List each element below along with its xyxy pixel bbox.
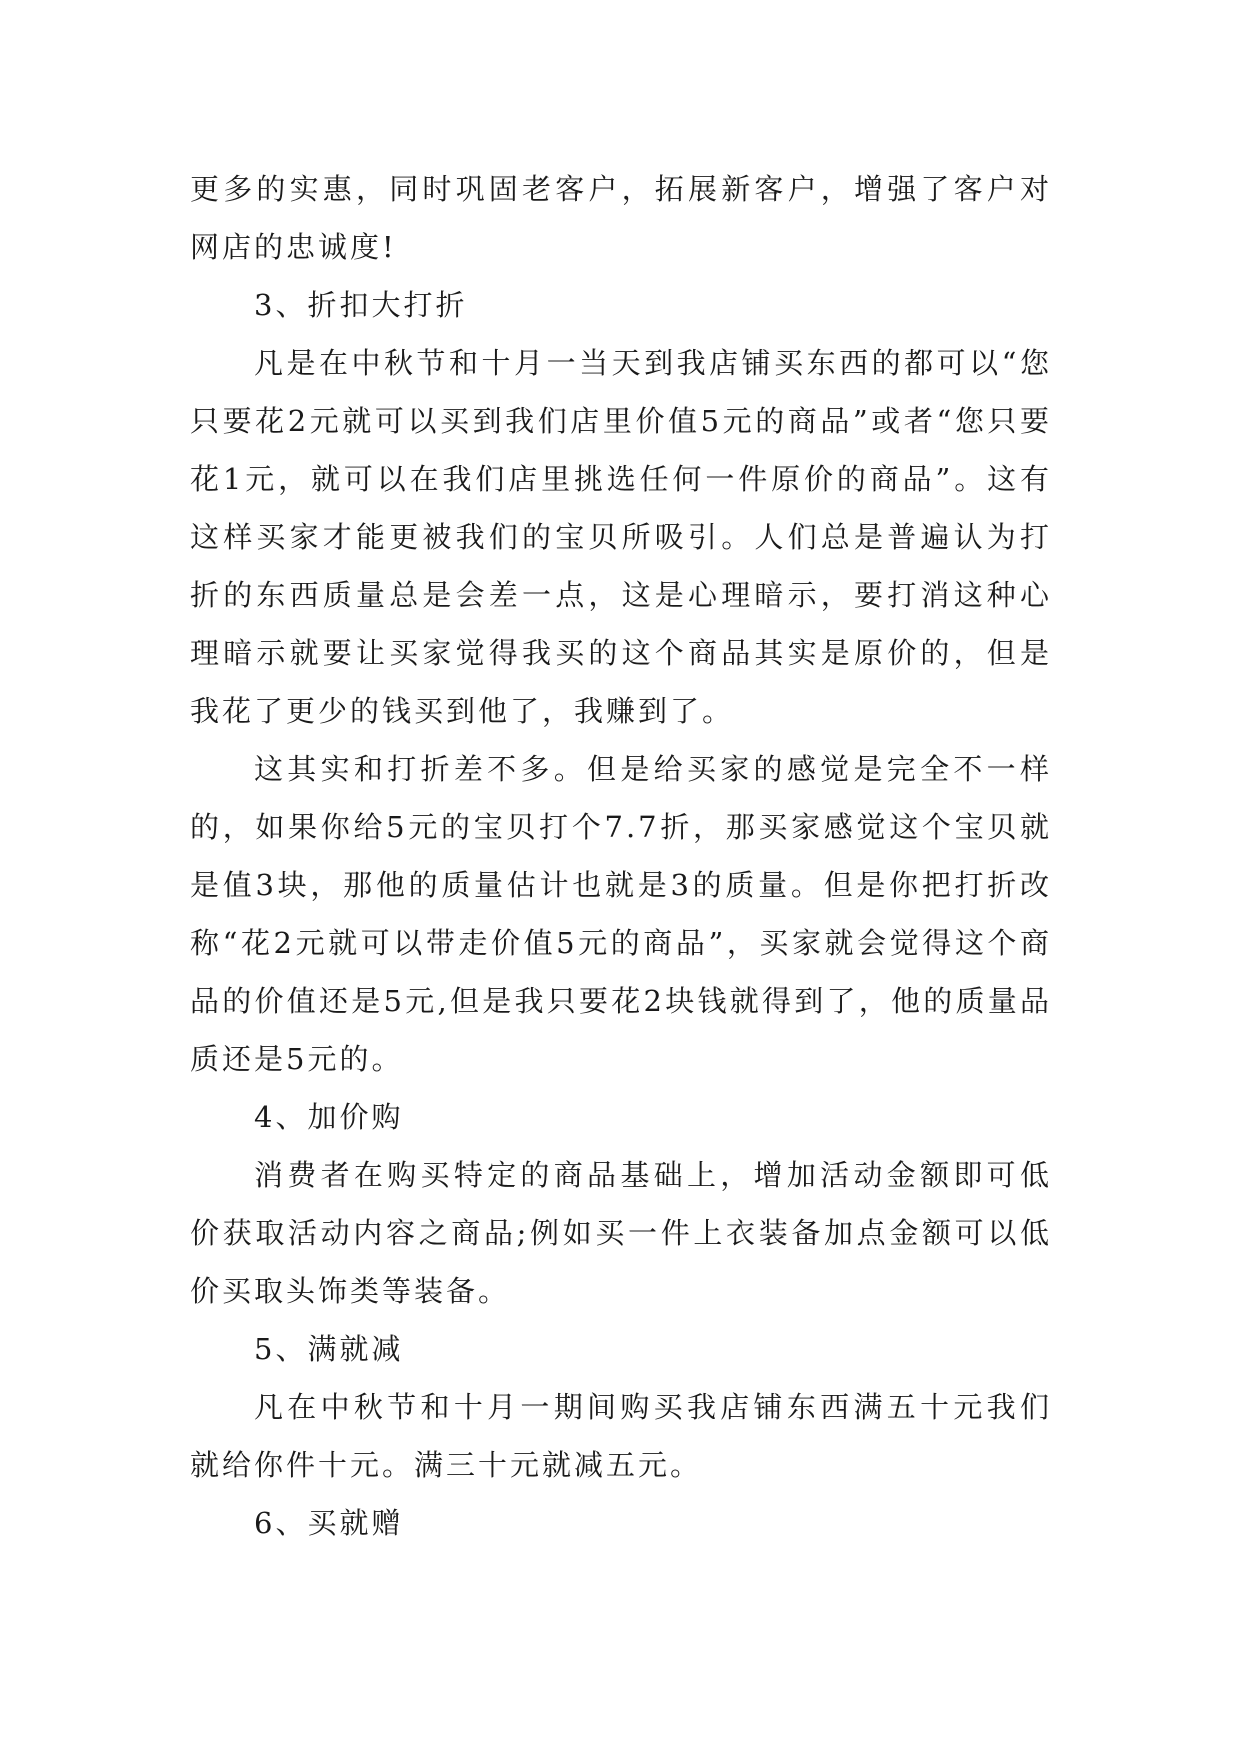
paragraph-continuation: 更多的实惠，同时巩固老客户，拓展新客户，增强了客户对网店的忠诚度! — [190, 172, 1052, 264]
paragraph-discount-explanation: 这其实和打折差不多。但是给买家的感觉是完全不一样的，如果你给5元的宝贝打个7.7折，那买家感觉这个宝贝就是值3块，那他的质量估计也就是3的质量。但是你把打折改称“花2元就可以带走价值5元的商品”，买家就会觉得这个商品的价值还是5元,但是我只要花2块钱就得到了，他的质量品质还是5元的。 — [190, 752, 1052, 1076]
document-body — [190, 160, 1052, 1552]
paragraph-spend-and-save: 凡在中秋节和十月一期间购买我店铺东西满五十元我们就给你件十元。满三十元就减五元。 — [190, 1390, 1052, 1482]
heading-buy-and-get-gift: 6、买就赠 — [254, 1506, 404, 1540]
heading-add-price-purchase: 4、加价购 — [254, 1100, 404, 1134]
paragraph-discount-detail: 凡是在中秋节和十月一当天到我店铺买东西的都可以“您只要花2元就可以买到我们店里价值5元的商品”或者“您只要花1元，就可以在我们店里挑选任何一件原价的商品”。这有这样买家才能更被我们的宝贝所吸引。人们总是普遍认为打折的东西质量总是会差一点，这是心理暗示，要打消这种心理暗示就要让买家觉得我买的这个商品其实是原价的，但是我花了更少的钱买到他了，我赚到了。 — [190, 346, 1052, 728]
heading-discount: 3、折扣大打折 — [254, 288, 468, 322]
paragraph-add-price-purchase: 消费者在购买特定的商品基础上，增加活动金额即可低价获取活动内容之商品;例如买一件上衣装备加点金额可以低价买取头饰类等装备。 — [190, 1158, 1052, 1308]
heading-spend-and-save: 5、满就减 — [254, 1332, 404, 1366]
